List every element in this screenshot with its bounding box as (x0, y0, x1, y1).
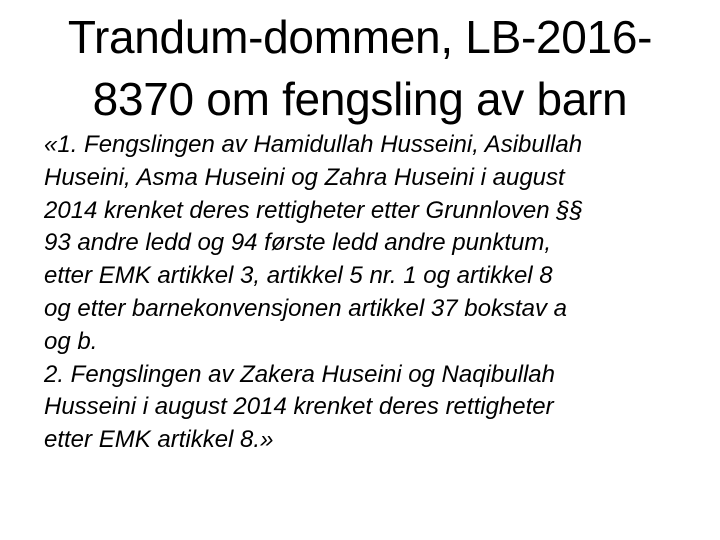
quote-line-6: og etter barnekonvensjonen artikkel 37 bokstav a (44, 294, 567, 322)
quote-line-10: etter EMK artikkel 8.» (44, 426, 274, 454)
title-line-2: 8370 om fengsling av barn (92, 73, 628, 125)
quote-body (44, 129, 694, 457)
quote-line-4: 93 andre ledd og 94 første ledd andre punktum, (44, 229, 551, 257)
quote-line-1: «1. Fengslingen av Hamidullah Husseini, Asibullah (44, 131, 583, 158)
quote-line-8: 2. Fengslingen av Zakera Huseini og Naqibullah (44, 360, 555, 388)
quote-line-9: Husseini i august 2014 krenket deres rettigheter (44, 393, 554, 421)
quote-line-3: 2014 krenket deres rettigheter etter Grunnloven §§ (44, 196, 583, 224)
quote-line-2: Huseini, Asma Huseini og Zahra Huseini i august (44, 163, 565, 191)
slide-title (20, 6, 700, 130)
quote-line-7: og b. (44, 327, 98, 355)
title-line-1: Trandum-dommen, LB-2016- (67, 11, 653, 63)
quote-line-5: etter EMK artikkel 3, artikkel 5 nr. 1 og artikkel 8 (44, 262, 553, 290)
